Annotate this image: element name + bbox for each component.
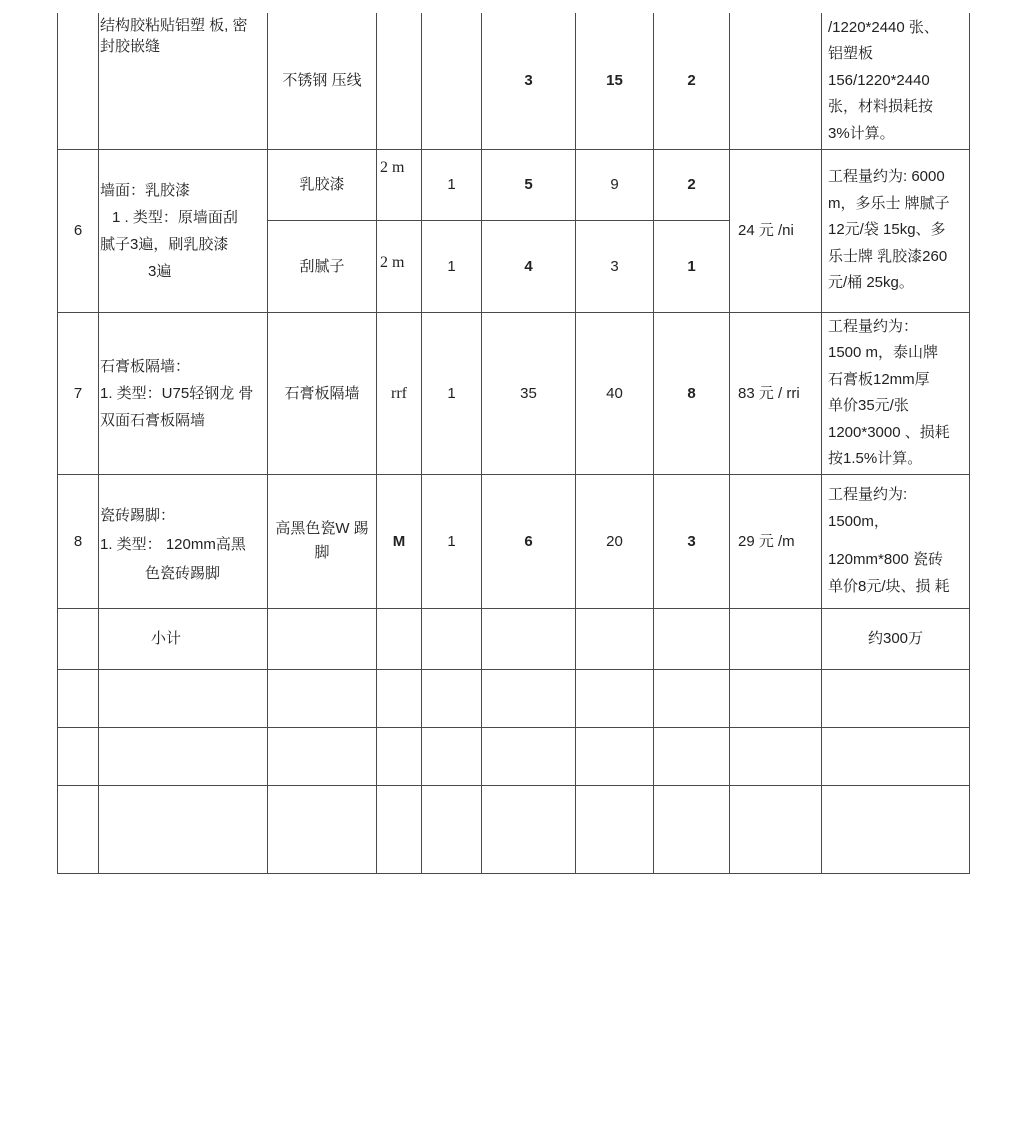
empty-cell	[377, 669, 422, 727]
empty-cell	[576, 727, 654, 785]
cell-material: 不锈钢 压线	[268, 13, 377, 149]
desc-line: 双面石膏板隔墙	[100, 411, 206, 429]
cell-qty: 1	[422, 149, 482, 220]
cell-value-3: 1	[654, 220, 730, 312]
table-row-8	[58, 474, 970, 608]
table-row-empty	[58, 669, 970, 727]
notes-line: 单价8元/块、损 耗	[828, 577, 950, 595]
empty-cell	[654, 727, 730, 785]
empty-cell	[822, 727, 970, 785]
cell-value-1: 4	[482, 220, 576, 312]
empty-cell	[377, 785, 422, 873]
cell-unit: rrf	[377, 312, 422, 474]
table-row-subtotal	[58, 608, 970, 669]
empty-cell	[730, 727, 822, 785]
desc-line: 1. 类型：U75轻钢龙 骨	[100, 384, 254, 402]
empty-cell	[99, 785, 268, 873]
empty-cell	[58, 727, 99, 785]
empty-cell	[730, 785, 822, 873]
cell-unit: 2 m	[377, 149, 422, 220]
cell-no	[58, 13, 99, 149]
table-row-7	[58, 312, 970, 474]
cell-description	[99, 312, 268, 474]
cell-no: 6	[58, 149, 99, 312]
desc-line: 1 . 类型：原墙面刮	[112, 208, 238, 226]
table-row-empty	[58, 785, 970, 873]
cell-value-1: 6	[482, 474, 576, 608]
notes-line: 120mm*800 瓷砖	[828, 551, 944, 568]
cell-value-3: 3	[654, 474, 730, 608]
empty-cell	[99, 727, 268, 785]
empty-cell	[268, 727, 377, 785]
desc-line: 1. 类型： 120mm高黑	[100, 535, 246, 553]
cell-value-3: 8	[654, 312, 730, 474]
desc-line: 石膏板隔墙：	[100, 357, 191, 375]
cell-price: 24 元 /ni	[730, 149, 822, 312]
cell-value-1: 35	[482, 312, 576, 474]
cell-description: 结构胶粘贴铝塑 板, 密 封胶嵌缝	[99, 13, 268, 149]
table-row-5	[58, 13, 970, 149]
cell-unit: 2 m	[377, 220, 422, 312]
empty-cell	[422, 785, 482, 873]
cell-description	[99, 474, 268, 608]
empty-cell	[654, 669, 730, 727]
empty-cell	[576, 785, 654, 873]
cell-unit: M	[377, 474, 422, 608]
cell-material: 石膏板隔墙	[268, 312, 377, 474]
empty-cell	[482, 727, 576, 785]
empty-cell	[58, 669, 99, 727]
cell-no: 7	[58, 312, 99, 474]
cell-value-2: 3	[576, 220, 654, 312]
desc-line: 腻子3遍，刷乳胶漆	[100, 235, 229, 253]
empty-cell	[654, 785, 730, 873]
cell-price: 29 元 /m	[730, 474, 822, 608]
cell-value-1: 3	[482, 13, 576, 149]
cell-qty: 1	[422, 474, 482, 608]
empty-cell	[99, 669, 268, 727]
empty-cell	[422, 669, 482, 727]
empty-cell	[576, 669, 654, 727]
empty-cell	[822, 785, 970, 873]
cell-value-3: 2	[654, 149, 730, 220]
cell-material: 刮腻子	[268, 220, 377, 312]
cell-value-3	[654, 608, 730, 669]
empty-cell	[268, 785, 377, 873]
cell-notes: /1220*2440 张、 铝塑板 156/1220*2440 张，材料损耗按 3%计算。	[822, 13, 970, 149]
desc-line: 墙面：乳胶漆	[100, 181, 191, 199]
cell-material: 高黑色瓷W 踢 脚	[268, 474, 377, 608]
empty-cell	[58, 785, 99, 873]
cell-unit	[377, 608, 422, 669]
subtotal-label: 小计	[99, 608, 268, 669]
subtotal-notes: 约300万	[822, 608, 970, 669]
empty-cell	[482, 669, 576, 727]
cell-notes: 工程量约为： 1500 m，泰山牌 石膏板12mm厚 单价35元/张 1200*3000 、损耗 按1.5%计算。	[822, 312, 970, 474]
empty-cell	[822, 669, 970, 727]
cell-material	[268, 608, 377, 669]
cell-value-1: 5	[482, 149, 576, 220]
empty-cell	[422, 727, 482, 785]
quote-table	[57, 13, 970, 874]
cell-value-3: 2	[654, 13, 730, 149]
cell-unit	[377, 13, 422, 149]
cell-value-2	[576, 608, 654, 669]
empty-cell	[730, 669, 822, 727]
cell-price	[730, 13, 822, 149]
table-row-empty	[58, 727, 970, 785]
cell-no: 8	[58, 474, 99, 608]
cell-value-2: 15	[576, 13, 654, 149]
cell-qty: 1	[422, 312, 482, 474]
desc-line: 3遍	[148, 262, 172, 280]
cell-notes: 工程量约为: 6000 m，多乐士 牌腻子 12元/袋 15kg、多 乐士牌 乳胶漆260 元/桶 25kg。	[822, 149, 970, 312]
cell-value-2: 20	[576, 474, 654, 608]
cell-price: 83 元 / rri	[730, 312, 822, 474]
notes-line: 工程量约为:	[828, 486, 908, 503]
table-row-6	[58, 149, 970, 220]
empty-cell	[377, 727, 422, 785]
cell-value-1	[482, 608, 576, 669]
cell-no	[58, 608, 99, 669]
cell-qty	[422, 608, 482, 669]
cell-description	[99, 149, 268, 312]
cell-value-2: 9	[576, 149, 654, 220]
cell-notes	[822, 474, 970, 608]
notes-line: 1500m，	[828, 512, 889, 530]
desc-line: 瓷砖踢脚：	[100, 506, 176, 524]
empty-cell	[268, 669, 377, 727]
cell-material: 乳胶漆	[268, 149, 377, 220]
cell-qty	[422, 13, 482, 149]
cell-price	[730, 608, 822, 669]
desc-line: 色瓷砖踢脚	[145, 564, 221, 582]
cell-qty: 1	[422, 220, 482, 312]
empty-cell	[482, 785, 576, 873]
cell-value-2: 40	[576, 312, 654, 474]
